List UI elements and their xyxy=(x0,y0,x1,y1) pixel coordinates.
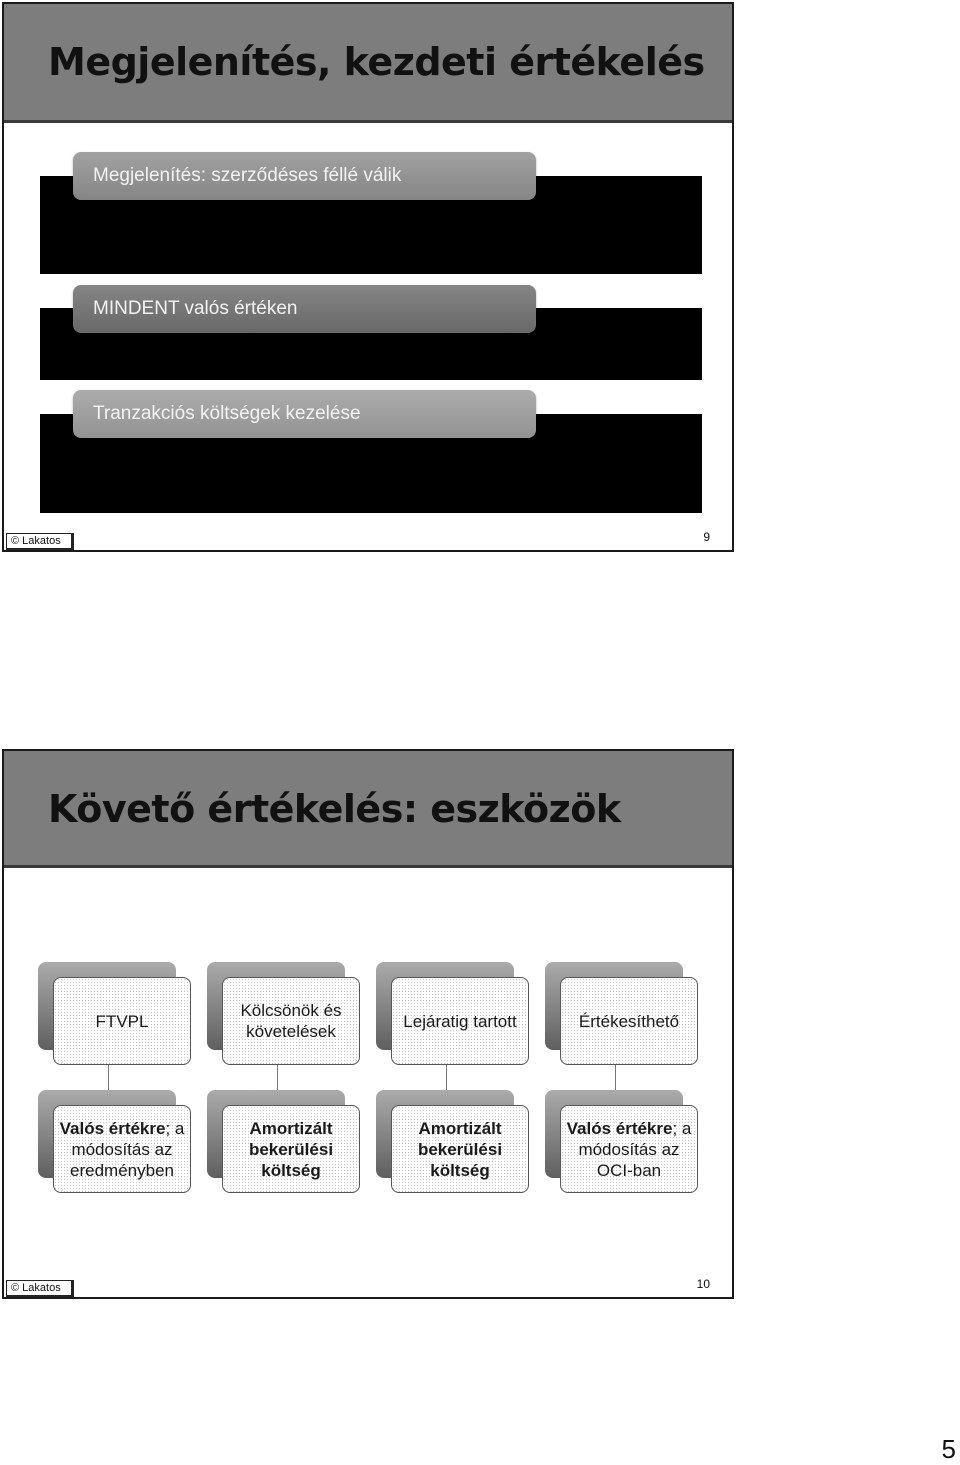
connector-line xyxy=(615,1065,616,1090)
valuation-card-1 xyxy=(53,1105,191,1193)
connector-line xyxy=(446,1065,447,1090)
handout-page-number: 5 xyxy=(941,1434,956,1464)
footer-copyright: © Lakatos xyxy=(6,533,74,550)
valuation-text xyxy=(223,1118,359,1181)
slide-title: Megjelenítés, kezdeti értékelés xyxy=(48,40,705,84)
category-label: FTVPL xyxy=(95,1011,149,1031)
valuation-bold: Amortizált bekerülési költség xyxy=(417,1118,503,1180)
valuation-bold: Valós értékre xyxy=(566,1118,673,1138)
valuation-bold: Valós értékre xyxy=(59,1118,166,1138)
footer-copyright: © Lakatos xyxy=(6,1280,74,1297)
category-label: Kölcsönök és követelések xyxy=(240,1001,342,1041)
connector-line xyxy=(108,1065,109,1090)
slide-title: Követő értékelés: eszközök xyxy=(48,787,621,831)
valuation-card-3 xyxy=(391,1105,529,1193)
slide-title-bar xyxy=(4,751,732,868)
valuation-text xyxy=(392,1118,528,1181)
valuation-rest: ; a módosítás az eredményben xyxy=(70,1118,185,1180)
page-number: 10 xyxy=(696,1277,710,1291)
category-label: Értékesíthető xyxy=(578,1011,680,1031)
category-card-available-for-sale xyxy=(560,977,698,1065)
item-pill-2 xyxy=(73,285,536,333)
valuation-rest: ; a módosítás az OCI-ban xyxy=(578,1118,692,1180)
valuation-bold: Amortizált bekerülési költség xyxy=(248,1118,334,1180)
connector-line xyxy=(277,1065,278,1090)
item-pill-1 xyxy=(73,152,536,200)
slide-9 xyxy=(2,2,734,552)
category-card-held-to-maturity xyxy=(391,977,529,1065)
valuation-card-2 xyxy=(222,1105,360,1193)
category-card-loans xyxy=(222,977,360,1065)
valuation-text xyxy=(561,1118,697,1181)
category-card-ftvpl xyxy=(53,977,191,1065)
item-label: Megjelenítés: szerződéses féllé válik xyxy=(93,165,402,186)
slide-10 xyxy=(2,749,734,1299)
valuation-text xyxy=(54,1118,190,1181)
valuation-card-4 xyxy=(560,1105,698,1193)
item-label: Tranzakciós költségek kezelése xyxy=(93,403,361,424)
page-number: 9 xyxy=(703,530,710,544)
slide-title-bar xyxy=(4,4,732,123)
item-pill-3 xyxy=(73,390,536,438)
item-label: MINDENT valós értéken xyxy=(93,298,298,319)
category-label: Lejáratig tartott xyxy=(403,1011,517,1031)
